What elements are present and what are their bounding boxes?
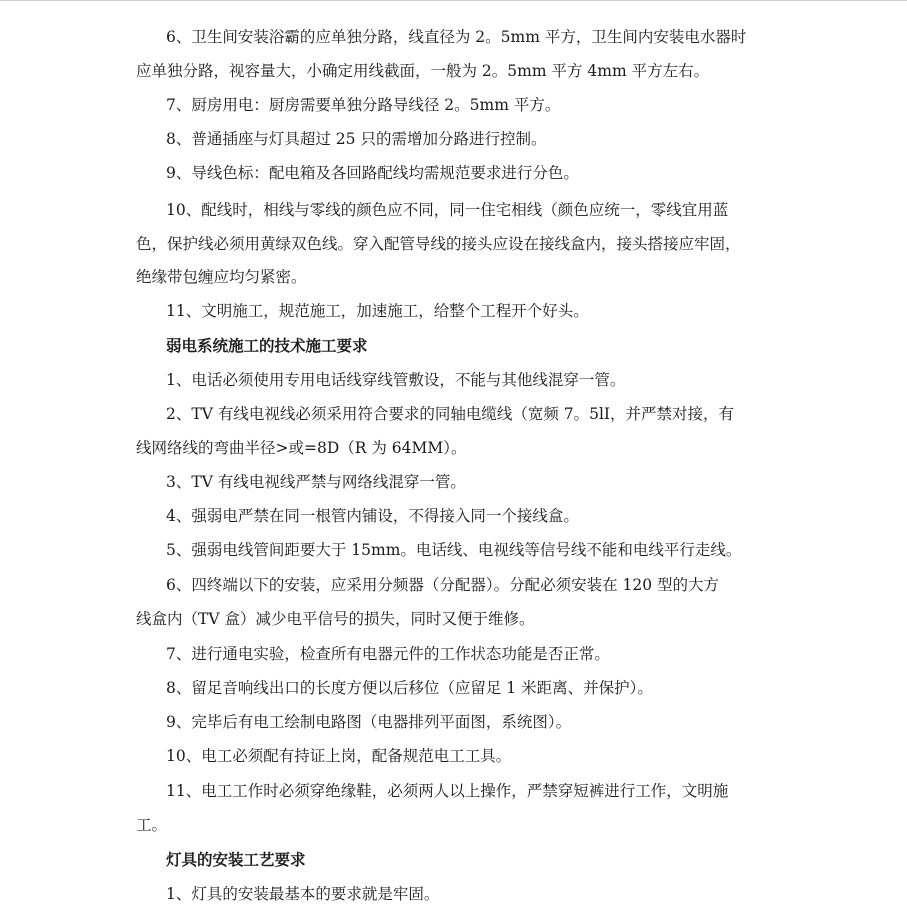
paragraph-line: 3、TV 有线电视线严禁与网络线混穿一管。 (166, 473, 466, 491)
paragraph-line: 1、灯具的安装最基本的要求就是牢固。 (166, 885, 440, 903)
paragraph-line: 10、电工必须配有持证上岗，配备规范电工工具。 (166, 747, 512, 765)
paragraph-line: 9、完毕后有电工绘制电路图（电器排列平面图，系统图）。 (166, 713, 572, 731)
paragraph-line: 11、文明施工，规范施工，加速施工，给整个工程开个好头。 (166, 302, 589, 320)
paragraph-line: 色，保护线必须用黄绿双色线。穿入配管导线的接头应设在接线盒内，接头搭接应牢固， (136, 235, 741, 253)
page-top-border (0, 0, 907, 1)
paragraph-line: 2、TV 有线电视线必须采用符合要求的同轴电缆线（宽频 7。5lI，并严禁对接，有 (166, 405, 735, 423)
paragraph-line: 应单独分路，视容量大，小确定用线截面，一般为 2。5mm 平方 4mm 平方左右。 (136, 62, 710, 80)
paragraph-line: 10、配线时，相线与零线的颜色应不同，同一住宅相线（颜色应统一，零线宜用蓝 (166, 201, 729, 219)
section-heading: 弱电系统施工的技术施工要求 (166, 336, 368, 355)
paragraph-line: 工。 (136, 816, 168, 834)
paragraph-line: 11、电工工作时必须穿绝缘鞋，必须两人以上操作，严禁穿短裤进行工作，文明施 (166, 782, 729, 800)
paragraph-line: 9、导线色标：配电箱及各回路配线均需规范要求进行分色。 (166, 164, 579, 182)
paragraph-line: 6、卫生间安装浴霸的应单独分路，线直径为 2。5mm 平方，卫生间内安装电水器时 (166, 28, 747, 46)
paragraph-line: 7、进行通电实验，检查所有电器元件的工作状态功能是否正常。 (166, 645, 610, 663)
paragraph-line: 1、电话必须使用专用电话线穿线管敷设，不能与其他线混穿一管。 (166, 371, 626, 389)
paragraph-line: 线盒内（TV 盒）减少电平信号的损失，同时又便于维修。 (136, 610, 535, 628)
paragraph-line: 绝缘带包缠应均匀紧密。 (136, 268, 307, 286)
paragraph-line: 4、强弱电严禁在同一根管内铺设，不得接入同一个接线盒。 (166, 507, 579, 525)
paragraph-line: 6、四终端以下的安装，应采用分频器（分配器）。分配必须安装在 120 型的大方 (166, 576, 720, 594)
paragraph-line: 线网络线的弯曲半径>或=8D（R 为 64MM）。 (136, 439, 467, 457)
section-heading: 灯具的安装工艺要求 (166, 850, 306, 869)
paragraph-line: 5、强弱电线管间距要大于 15mm。电话线、电视线等信号线不能和电线平行走线。 (166, 541, 742, 559)
paragraph-line: 7、厨房用电：厨房需要单独分路导线径 2。5mm 平方。 (166, 96, 561, 114)
paragraph-line: 8、留足音响线出口的长度方便以后移位（应留足 1 米距离、并保护）。 (166, 679, 653, 697)
paragraph-line: 8、普通插座与灯具超过 25 只的需增加分路进行控制。 (166, 130, 547, 148)
